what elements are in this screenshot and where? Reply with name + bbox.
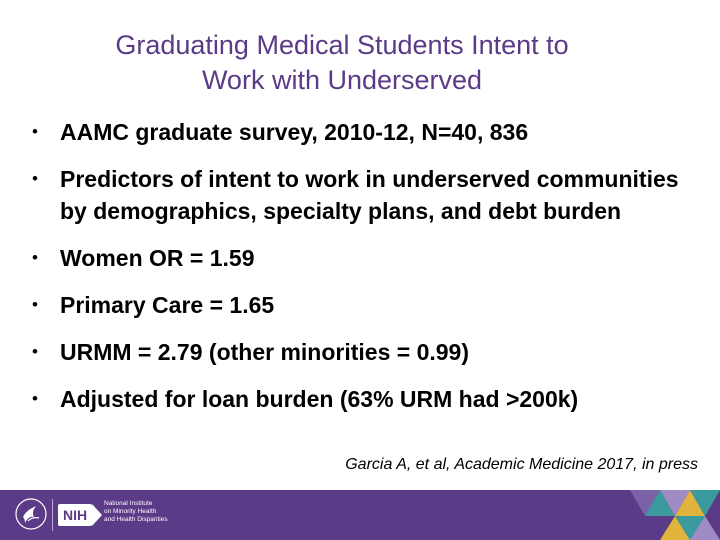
bullet-item-urmm: [32, 336, 702, 368]
bullet-marker: •: [32, 122, 38, 141]
slide-title-line-2: Work with Underserved: [201, 65, 483, 95]
hhs-eagle-logo-icon: [14, 497, 48, 531]
bullet-item-survey: [32, 116, 702, 148]
bullet-text: AAMC graduate survey, 2010-12, N=40, 836: [60, 119, 529, 145]
footer-bar: [0, 490, 720, 540]
bullet-text: Women OR = 1.59: [60, 245, 255, 271]
triangle-pattern-icon: [630, 490, 720, 540]
bullet-marker: •: [32, 169, 38, 188]
footer-divider: [52, 499, 53, 531]
bullet-text: Adjusted for loan burden (63% URM had >200k): [60, 386, 579, 412]
nih-arrow-icon: [92, 504, 102, 526]
institute-line-1: National Institute: [104, 500, 153, 507]
slide-title-line-1: Graduating Medical Students Intent to: [115, 30, 569, 60]
bullet-marker: •: [32, 342, 38, 361]
nih-label: NIH: [58, 504, 92, 526]
bullet-item-loan-burden: [32, 383, 702, 415]
institute-line-2: on Minority Health: [104, 508, 157, 515]
bullet-list: [32, 116, 702, 430]
bullet-item-predictors: [32, 163, 702, 227]
institute-line-3: and Health Disparities: [104, 516, 168, 523]
nih-logo-icon: [58, 504, 102, 526]
institute-name: [104, 500, 184, 524]
citation: Garcia A, et al, Academic Medicine 2017, in press: [345, 456, 698, 473]
bullet-item-women: [32, 242, 702, 274]
bullet-text: URMM = 2.79 (other minorities = 0.99): [60, 339, 470, 365]
bullet-marker: •: [32, 248, 38, 267]
bullet-marker: •: [32, 295, 38, 314]
slide-title: [30, 28, 654, 98]
bullet-text: Predictors of intent to work in underserved communities by demographics, specialty plans, and debt burden: [60, 166, 679, 224]
bullet-text: Primary Care = 1.65: [60, 292, 275, 318]
bullet-item-primary-care: [32, 289, 702, 321]
bullet-marker: •: [32, 389, 38, 408]
